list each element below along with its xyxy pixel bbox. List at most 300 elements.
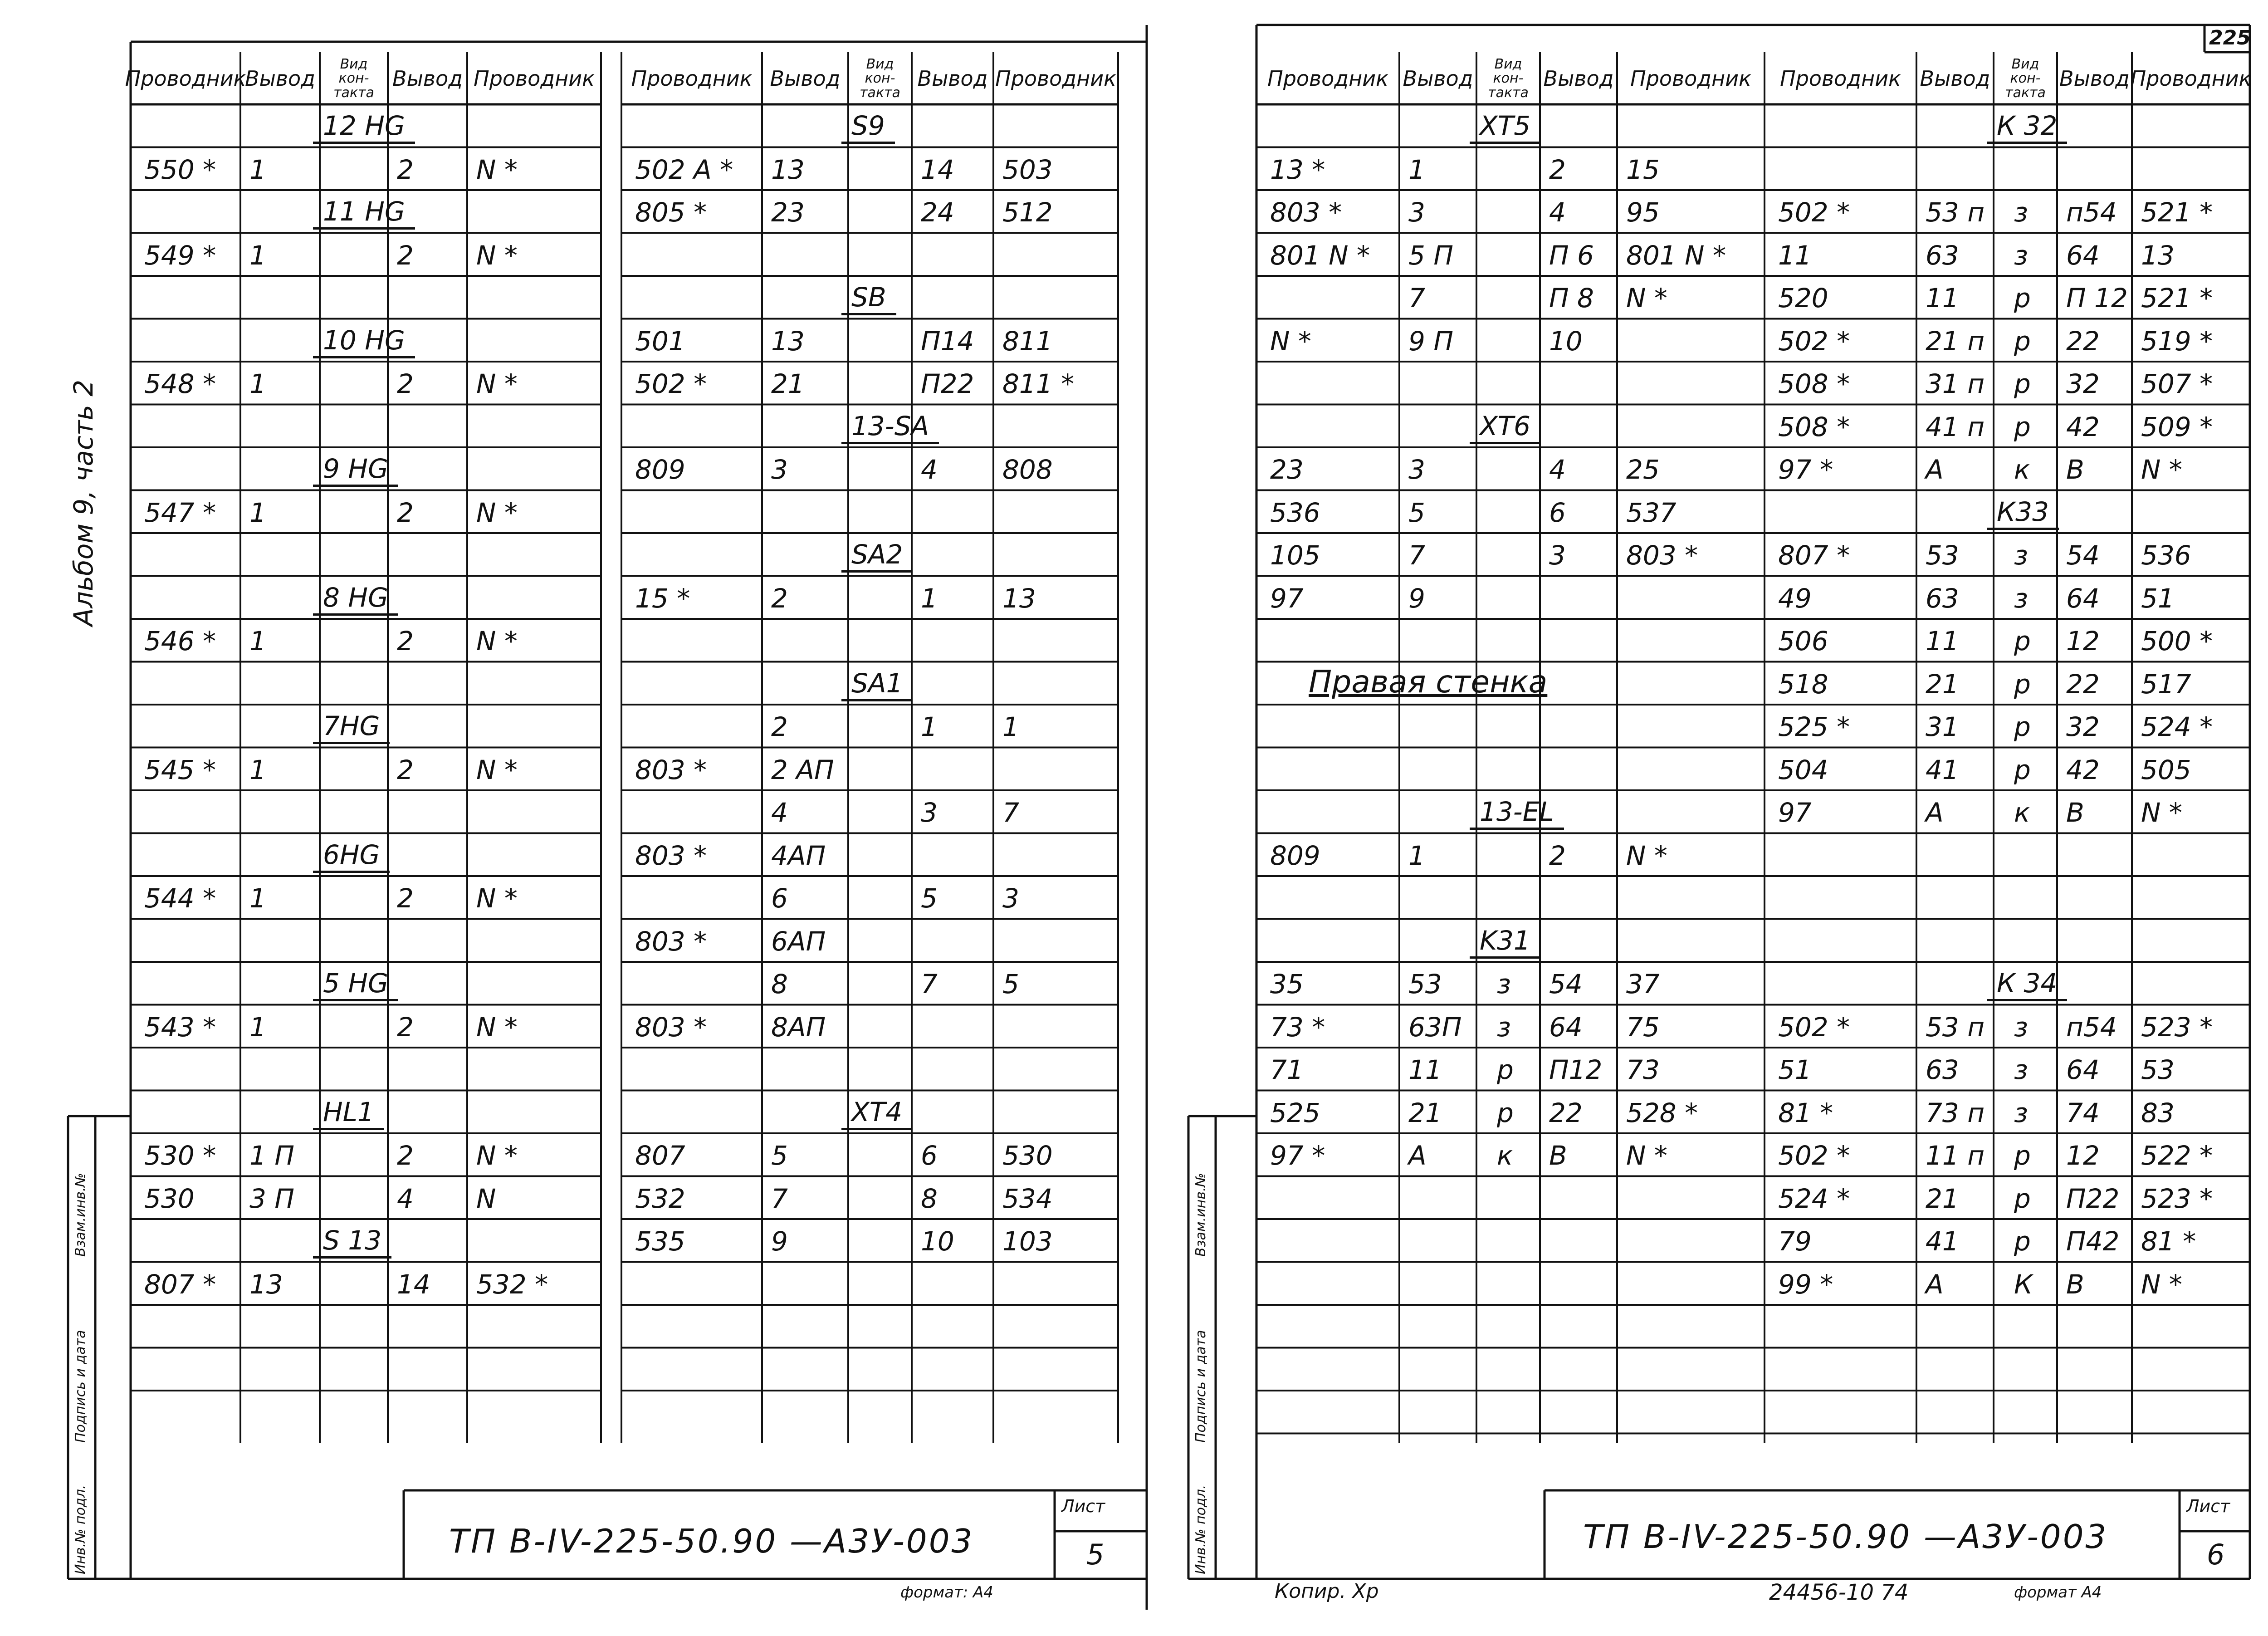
table-cell: N * — [476, 154, 518, 185]
table-cell: 12 — [2066, 1140, 2100, 1171]
table-cell: 2 — [397, 240, 414, 271]
table-cell: 21 — [771, 368, 805, 399]
stamp-repl-right: Взам.инв.№ — [1193, 1173, 1209, 1257]
table-cell: 3 — [771, 454, 788, 485]
table-cell: N * — [476, 497, 518, 528]
header-t2-col-1: Вывод — [770, 66, 841, 91]
table-cell: 41 — [1926, 754, 1959, 785]
table-cell: 75 — [1626, 1011, 1660, 1043]
section-label: HL1 — [313, 1099, 384, 1130]
table-cell: 53 п — [1926, 197, 1985, 228]
table-cell: 6 — [921, 1140, 938, 1171]
table-cell: 524 * — [1778, 1183, 1850, 1214]
table-cell: 1 — [249, 626, 266, 656]
table-cell: 8 — [921, 1183, 938, 1214]
table-cell: з — [1497, 969, 1511, 999]
header-t4-col-3: Вывод — [2059, 66, 2130, 91]
table-cell: р — [2014, 325, 2031, 357]
table-cell: 53 п — [1926, 1011, 1985, 1043]
header-t1-col-2 — [320, 53, 388, 104]
section-label: S 13 — [313, 1227, 391, 1259]
section-label: 10 HG — [313, 327, 415, 358]
table-cell: 5 П — [1408, 240, 1453, 271]
table-cell: 81 * — [2141, 1226, 2196, 1257]
table-cell: 504 — [1778, 754, 1828, 785]
table-cell: 507 * — [2141, 368, 2213, 399]
table-cell: 11 п — [1926, 1140, 1985, 1171]
table-cell: К — [2014, 1269, 2033, 1300]
table-cell: 807 * — [1778, 540, 1850, 571]
section-label: К 32 — [1987, 113, 2067, 144]
table-cell: р — [1497, 1054, 1514, 1085]
table-cell: 5 — [1408, 497, 1425, 528]
table-cell: р — [2014, 1226, 2031, 1257]
table-cell: 49 — [1778, 583, 1812, 614]
header-contact-part: Вид — [2011, 56, 2039, 72]
table-cell: 11 — [1926, 283, 1959, 313]
table-cell: 8 — [771, 969, 788, 999]
table-cell: р — [2014, 626, 2031, 656]
table-cell: 42 — [2066, 411, 2100, 442]
table-cell: 14 — [397, 1269, 430, 1300]
table-cell: 508 * — [1778, 368, 1850, 399]
table-cell: 2 — [1549, 840, 1566, 871]
table-cell: 545 * — [144, 754, 216, 785]
table-cell: 7 — [1002, 797, 1019, 828]
header-t1-col-3: Вывод — [392, 66, 463, 91]
table-cell: 4 — [397, 1183, 414, 1214]
table-cell: 3 — [1549, 540, 1566, 571]
table-cell: 4АП — [771, 840, 826, 871]
table-cell: 53 — [1408, 969, 1442, 999]
table-cell: 25 — [1626, 454, 1660, 485]
table-cell: 543 * — [144, 1011, 216, 1043]
table-cell: 51 — [2141, 583, 2175, 614]
page-number: 225 — [2209, 26, 2251, 49]
table-cell: 73 п — [1926, 1097, 1985, 1128]
table-cell: 532 * — [476, 1269, 548, 1300]
sheet6-title: ТП В-IV-225-50.90 —А3У-003 — [1583, 1518, 2108, 1556]
table-cell: 502 * — [1778, 325, 1850, 357]
header-t4-col-1: Вывод — [1920, 66, 1990, 91]
table-cell: N * — [476, 754, 518, 785]
table-cell: 809 — [1270, 840, 1320, 871]
table-cell: 501 — [635, 325, 685, 357]
header-t3-col-3: Вывод — [1543, 66, 1614, 91]
table-cell: з — [2014, 583, 2028, 614]
table-cell: П 12 — [2066, 283, 2128, 313]
table-cell: 530 — [144, 1183, 195, 1214]
table-cell: з — [2014, 1011, 2028, 1043]
table-cell: 528 * — [1626, 1097, 1698, 1128]
header-contact-part: такта — [2005, 84, 2046, 101]
table-cell: 2 АП — [771, 754, 834, 785]
table-cell: N * — [2141, 454, 2182, 485]
table-cell: 74 — [2066, 1097, 2100, 1128]
section-label: 11 HG — [313, 198, 415, 230]
table-cell: 803 * — [635, 840, 707, 871]
table-cell: 548 * — [144, 368, 216, 399]
table-cell: 11 — [1926, 626, 1959, 656]
section-label: 9 HG — [313, 456, 398, 487]
table-cell: 1 — [1408, 154, 1425, 185]
header-t2-col-4: Проводник — [995, 66, 1116, 91]
table-cell: 1 — [249, 883, 266, 914]
table-cell: 502 * — [1778, 1011, 1850, 1043]
table-cell: 13 — [2141, 240, 2175, 271]
table-cell: 10 — [1549, 325, 1583, 357]
table-cell: 22 — [2066, 325, 2100, 357]
section-label: XT5 — [1470, 113, 1540, 144]
table-cell: А — [1926, 797, 1944, 828]
table-cell: 519 * — [2141, 325, 2213, 357]
table-cell: к — [2014, 797, 2030, 828]
table-cell: 525 * — [1778, 711, 1850, 742]
table-cell: 97 — [1778, 797, 1812, 828]
table-cell: 32 — [2066, 368, 2100, 399]
table-cell: 534 — [1002, 1183, 1053, 1214]
table-cell: 73 * — [1270, 1011, 1325, 1043]
table-cell: 544 * — [144, 883, 216, 914]
sheet6-format: формат А4 — [2014, 1583, 2102, 1602]
header-t2-col-2 — [848, 53, 912, 104]
table-cell: п54 — [2066, 1011, 2117, 1043]
table-cell: N * — [476, 1011, 518, 1043]
sheet5-sheet-label: Лист — [1061, 1496, 1105, 1516]
table-cell: 547 * — [144, 497, 216, 528]
stamp-repl-left: Взам.инв.№ — [73, 1173, 88, 1257]
section-label: 6HG — [313, 842, 390, 873]
table-cell: 53 — [1926, 540, 1959, 571]
table-cell: 7 — [1408, 540, 1425, 571]
table-cell: 2 — [397, 368, 414, 399]
header-contact-part: кон- — [865, 70, 895, 87]
table-cell: 3 — [921, 797, 938, 828]
header-t3-col-1: Вывод — [1403, 66, 1473, 91]
table-cell: з — [2014, 1097, 2028, 1128]
stamp-sign-right: Подпись и дата — [1193, 1330, 1209, 1443]
header-t1-col-0: Проводник — [125, 66, 246, 91]
table-cell: П14 — [921, 325, 974, 357]
table-cell: 83 — [2141, 1097, 2175, 1128]
table-cell: 536 — [1270, 497, 1320, 528]
table-cell: 6 — [771, 883, 788, 914]
table-cell: 21 — [1926, 668, 1959, 700]
table-cell: П 8 — [1549, 283, 1594, 313]
sheet6-doc-number: 24456-10 74 — [1769, 1580, 1909, 1605]
table-cell: 1 — [249, 240, 266, 271]
table-cell: 803 * — [635, 754, 707, 785]
stamp-sign-left: Подпись и дата — [73, 1330, 88, 1443]
header-t3-col-2 — [1476, 53, 1540, 104]
table-cell: N * — [476, 883, 518, 914]
table-cell: 63П — [1408, 1011, 1462, 1043]
table-cell: з — [2014, 1054, 2028, 1085]
table-cell: 31 п — [1926, 368, 1985, 399]
section-label: 8 HG — [313, 584, 398, 616]
table-cell: N — [476, 1183, 496, 1214]
section-label: SA2 — [841, 541, 913, 573]
table-cell: 505 — [2141, 754, 2191, 785]
table-cell: N * — [476, 626, 518, 656]
header-t1-col-1: Вывод — [245, 66, 315, 91]
table-cell: 13 * — [1270, 154, 1325, 185]
table-cell: 9 — [771, 1226, 788, 1257]
section-label: 13-EL — [1470, 798, 1564, 830]
table-cell: р — [2014, 411, 2031, 442]
table-cell: 53 — [2141, 1054, 2175, 1085]
table-cell: 5 — [1002, 969, 1019, 999]
section-label: XT4 — [841, 1099, 912, 1130]
table-cell: 4 — [771, 797, 788, 828]
table-cell: з — [2014, 540, 2028, 571]
table-cell: А — [1926, 1269, 1944, 1300]
table-cell: 71 — [1270, 1054, 1304, 1085]
table-cell: 97 * — [1778, 454, 1833, 485]
table-cell: 811 — [1002, 325, 1053, 357]
table-cell: N * — [476, 368, 518, 399]
table-cell: 530 * — [144, 1140, 216, 1171]
table-cell: 502 * — [1778, 197, 1850, 228]
section-label: SB — [841, 284, 896, 315]
table-cell: П12 — [1549, 1054, 1603, 1085]
table-cell: 1 — [249, 154, 266, 185]
table-cell: р — [2014, 283, 2031, 313]
table-cell: 14 — [921, 154, 954, 185]
table-cell: 5 — [771, 1140, 788, 1171]
table-cell: 3 — [1002, 883, 1019, 914]
table-cell: 51 — [1778, 1054, 1812, 1085]
table-cell: 2 — [771, 711, 788, 742]
table-cell: 97 — [1270, 583, 1304, 614]
table-cell: з — [1497, 1011, 1511, 1043]
table-cell: 41 п — [1926, 411, 1985, 442]
table-cell: р — [1497, 1097, 1514, 1128]
table-cell: 2 — [397, 626, 414, 656]
table-cell: 63 — [1926, 1054, 1959, 1085]
header-t3-col-0: Проводник — [1267, 66, 1388, 91]
section-label: 5 HG — [313, 970, 398, 1001]
table-cell: 2 — [771, 583, 788, 614]
section-label: S9 — [841, 113, 895, 144]
table-cell: р — [2014, 368, 2031, 399]
table-cell: 13 — [249, 1269, 283, 1300]
table-cell: 1 — [1002, 711, 1019, 742]
table-cell: п54 — [2066, 197, 2117, 228]
table-cell: 550 * — [144, 154, 216, 185]
table-cell: 13 — [1002, 583, 1036, 614]
table-cell: 10 — [921, 1226, 954, 1257]
header-contact-part: такта — [1488, 84, 1529, 101]
table-cell: 523 * — [2141, 1183, 2213, 1214]
table-cell: 512 — [1002, 197, 1053, 228]
stamp-inv-right: Инв.№ подл. — [1193, 1484, 1209, 1574]
sheet6-copy: Копир. Хр — [1275, 1580, 1379, 1603]
section-label: 13-SA — [841, 413, 939, 444]
table-cell: 22 — [2066, 668, 2100, 700]
table-cell: 7 — [1408, 283, 1425, 313]
table-cell: 32 — [2066, 711, 2100, 742]
table-cell: р — [2014, 1140, 2031, 1171]
table-cell: 7 — [921, 969, 938, 999]
table-cell: 22 — [1549, 1097, 1583, 1128]
table-cell: 520 — [1778, 283, 1828, 313]
table-cell: А — [1926, 454, 1944, 485]
table-cell: 4 — [1549, 197, 1566, 228]
header-contact-part: такта — [333, 84, 374, 101]
table-cell: 15 — [1626, 154, 1660, 185]
header-contact-part: кон- — [1493, 70, 1524, 87]
table-cell: 64 — [2066, 583, 2100, 614]
table-cell: 546 * — [144, 626, 216, 656]
table-cell: 1 — [249, 497, 266, 528]
table-cell: 1 — [249, 754, 266, 785]
table-cell: 21 — [1408, 1097, 1442, 1128]
table-cell: 12 — [2066, 626, 2100, 656]
table-cell: 803 * — [635, 926, 707, 957]
header-t4-col-0: Проводник — [1780, 66, 1901, 91]
header-contact-part: Вид — [340, 56, 368, 72]
table-cell: 518 — [1778, 668, 1828, 700]
table-cell: 5 — [921, 883, 938, 914]
table-cell: 54 — [1549, 969, 1583, 999]
table-cell: В — [1549, 1140, 1567, 1171]
table-cell: 97 * — [1270, 1140, 1325, 1171]
header-t1-col-4: Проводник — [474, 66, 595, 91]
table-cell: 64 — [1549, 1011, 1583, 1043]
sheet5-format: формат: А4 — [900, 1583, 993, 1602]
table-cell: 809 — [635, 454, 685, 485]
table-cell: 535 — [635, 1226, 685, 1257]
table-cell: 530 — [1002, 1140, 1053, 1171]
table-cell: П 6 — [1549, 240, 1594, 271]
table-cell: 506 — [1778, 626, 1828, 656]
table-cell: В — [2066, 1269, 2084, 1300]
table-cell: р — [2014, 711, 2031, 742]
table-cell: 6 — [1549, 497, 1566, 528]
table-cell: 79 — [1778, 1226, 1812, 1257]
header-contact-part: такта — [860, 84, 900, 101]
table-cell: 23 — [1270, 454, 1304, 485]
table-cell: 9 — [1408, 583, 1425, 614]
section-label: К33 — [1987, 499, 2059, 530]
table-cell: 502 A * — [635, 154, 733, 185]
table-cell: В — [2066, 454, 2084, 485]
table-cell: N * — [1626, 840, 1667, 871]
table-cell: з — [2014, 197, 2028, 228]
table-cell: 3 П — [249, 1183, 294, 1214]
table-cell: N * — [476, 240, 518, 271]
table-cell: 536 — [2141, 540, 2191, 571]
table-cell: 524 * — [2141, 711, 2213, 742]
table-cell: 95 — [1626, 197, 1660, 228]
header-t4-col-4: Проводник — [2130, 66, 2252, 91]
section-label: 12 HG — [313, 113, 415, 144]
table-cell: 35 — [1270, 969, 1304, 999]
right-wall-label: Правая стенка — [1309, 664, 1548, 700]
table-cell: 2 — [397, 754, 414, 785]
header-t3-col-4: Проводник — [1630, 66, 1751, 91]
header-contact-part: Вид — [1494, 56, 1522, 72]
table-cell: 509 * — [2141, 411, 2213, 442]
table-cell: N * — [1270, 325, 1311, 357]
table-cell: 1 — [921, 711, 938, 742]
table-cell: 502 * — [635, 368, 707, 399]
table-cell: 502 * — [1778, 1140, 1850, 1171]
table-cell: 2 — [397, 1011, 414, 1043]
table-cell: 63 — [1926, 240, 1959, 271]
table-cell: 521 * — [2141, 283, 2213, 313]
table-cell: N * — [2141, 1269, 2182, 1300]
table-cell: N * — [476, 1140, 518, 1171]
table-cell: 523 * — [2141, 1011, 2213, 1043]
section-label: К 34 — [1987, 970, 2067, 1001]
table-cell: В — [2066, 797, 2084, 828]
table-cell: 803 * — [1270, 197, 1342, 228]
section-label: XT6 — [1470, 413, 1540, 444]
table-cell: 15 * — [635, 583, 690, 614]
table-cell: N * — [1626, 1140, 1667, 1171]
table-cell: 2 — [1549, 154, 1566, 185]
table-cell: 21 п — [1926, 325, 1985, 357]
table-cell: 8АП — [771, 1011, 826, 1043]
table-cell: 9 П — [1408, 325, 1453, 357]
table-cell: 64 — [2066, 1054, 2100, 1085]
table-cell: 1 — [249, 368, 266, 399]
table-cell: 807 * — [144, 1269, 216, 1300]
table-cell: 24 — [921, 197, 954, 228]
table-cell: 103 — [1002, 1226, 1053, 1257]
sheet6-sheet-label: Лист — [2186, 1496, 2230, 1516]
table-cell: 1 — [1408, 840, 1425, 871]
table-cell: 517 — [2141, 668, 2191, 700]
table-cell: 521 * — [2141, 197, 2213, 228]
sheet6-sheet-number: 6 — [2207, 1538, 2225, 1571]
table-cell: 41 — [1926, 1226, 1959, 1257]
table-cell: 803 * — [1626, 540, 1698, 571]
table-cell: 500 * — [2141, 626, 2213, 656]
table-cell: 37 — [1626, 969, 1660, 999]
table-cell: 1 П — [249, 1140, 294, 1171]
table-cell: 11 — [1778, 240, 1812, 271]
table-cell: 4 — [921, 454, 938, 485]
album-label: Альбом 9, часть 2 — [68, 379, 99, 626]
table-cell: 1 — [249, 1011, 266, 1043]
table-cell: к — [1497, 1140, 1513, 1171]
table-cell: 549 * — [144, 240, 216, 271]
section-label: 7HG — [313, 713, 390, 744]
table-cell: П22 — [2066, 1183, 2120, 1214]
table-cell: 2 — [397, 1140, 414, 1171]
table-cell: 23 — [771, 197, 805, 228]
table-cell: 503 — [1002, 154, 1053, 185]
table-cell: к — [2014, 454, 2030, 485]
table-cell: 13 — [771, 154, 805, 185]
table-cell: 508 * — [1778, 411, 1850, 442]
table-cell: 532 — [635, 1183, 685, 1214]
table-cell: 522 * — [2141, 1140, 2213, 1171]
table-cell: 21 — [1926, 1183, 1959, 1214]
table-cell: 801 N * — [1270, 240, 1370, 271]
header-contact-part: Вид — [866, 56, 894, 72]
table-cell: 81 * — [1778, 1097, 1833, 1128]
header-contact-part: кон- — [338, 70, 369, 87]
table-cell: N * — [1626, 283, 1667, 313]
sheet5-sheet-number: 5 — [1086, 1538, 1105, 1571]
table-cell: 2 — [397, 883, 414, 914]
table-cell: р — [2014, 1183, 2031, 1214]
table-cell: П42 — [2066, 1226, 2120, 1257]
